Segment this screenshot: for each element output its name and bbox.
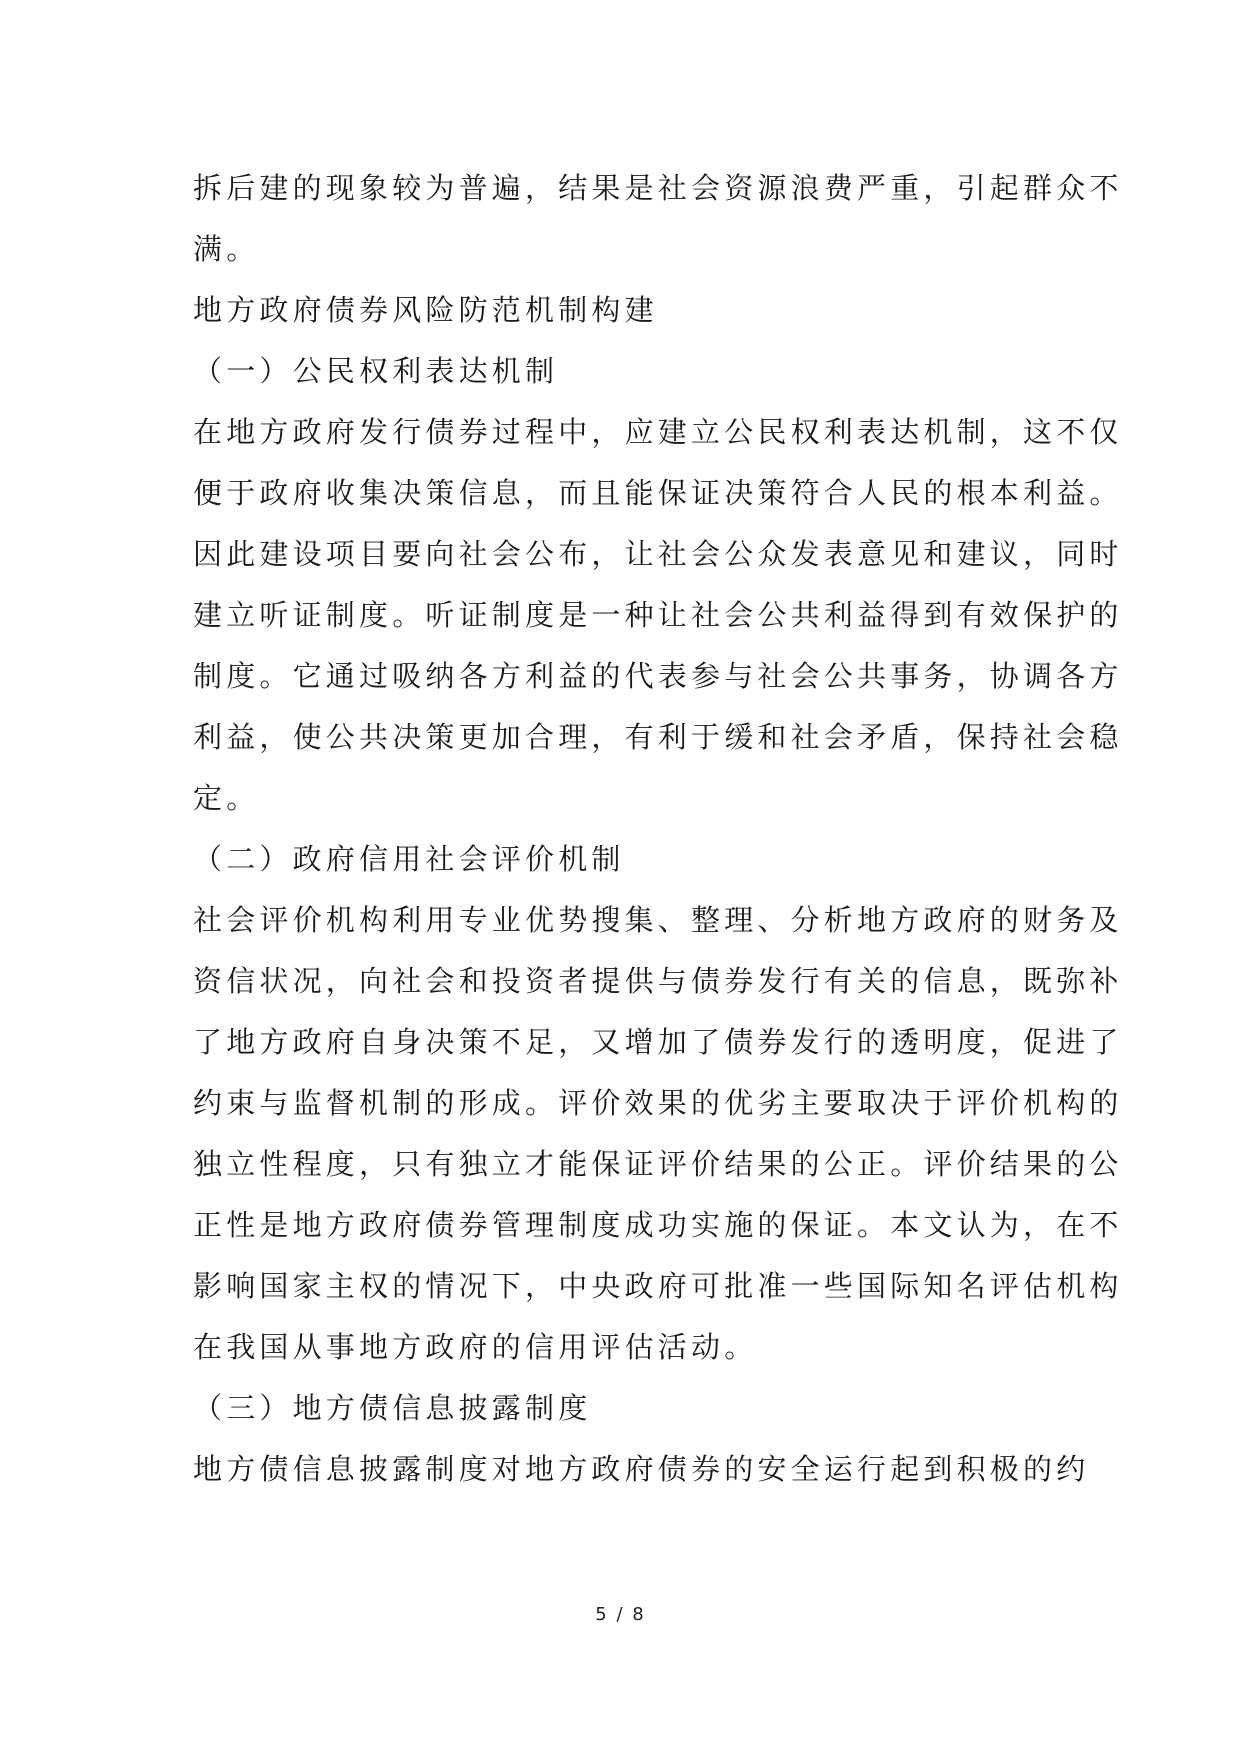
text-line: 影响国家主权的情况下，中央政府可批准一些国际知名评估机构: [193, 1269, 1123, 1303]
text-line: 利益，使公共决策更加合理，有利于缓和社会矛盾，保持社会稳: [193, 720, 1123, 754]
text-line: 满。: [193, 232, 260, 266]
text-line: 了地方政府自身决策不足，又增加了债券发行的透明度，促进了: [193, 1025, 1123, 1059]
text-line: 社会评价机构利用专业优势搜集、整理、分析地方政府的财务及: [193, 903, 1123, 937]
text-line: 建立听证制度。听证制度是一种让社会公共利益得到有效保护的: [193, 598, 1123, 632]
section-title: 地方政府债券风险防范机制构建: [193, 293, 658, 327]
text-line: 在我国从事地方政府的信用评估活动。: [193, 1330, 758, 1364]
page-content: [193, 158, 1123, 1500]
text-line: 正性是地方政府债券管理制度成功实施的保证。本文认为，在不: [193, 1208, 1123, 1242]
text-line: 定。: [193, 781, 260, 815]
text-line: 制度。它通过吸纳各方利益的代表参与社会公共事务，协调各方: [193, 659, 1123, 693]
subsection-title: （二）政府信用社会评价机制: [193, 842, 625, 876]
text-line: 约束与监督机制的形成。评价效果的优劣主要取决于评价机构的: [193, 1086, 1123, 1120]
text-line: 因此建设项目要向社会公布，让社会公众发表意见和建议，同时: [193, 537, 1123, 571]
text-line: 便于政府收集决策信息，而且能保证决策符合人民的根本利益。: [193, 476, 1123, 510]
text-line: 资信状况，向社会和投资者提供与债券发行有关的信息，既弥补: [193, 964, 1123, 998]
subsection-title: （一）公民权利表达机制: [193, 354, 559, 388]
text-line: 独立性程度，只有独立才能保证评价结果的公正。评价结果的公: [193, 1147, 1123, 1181]
text-line: 在地方政府发行债券过程中，应建立公民权利表达机制，这不仅: [193, 415, 1123, 449]
text-line: 拆后建的现象较为普遍，结果是社会资源浪费严重，引起群众不: [193, 171, 1123, 205]
page-number: 5 / 8: [595, 1604, 646, 1625]
text-line: 地方债信息披露制度对地方政府债券的安全运行起到积极的约: [193, 1452, 1090, 1486]
subsection-title: （三）地方债信息披露制度: [193, 1391, 592, 1425]
